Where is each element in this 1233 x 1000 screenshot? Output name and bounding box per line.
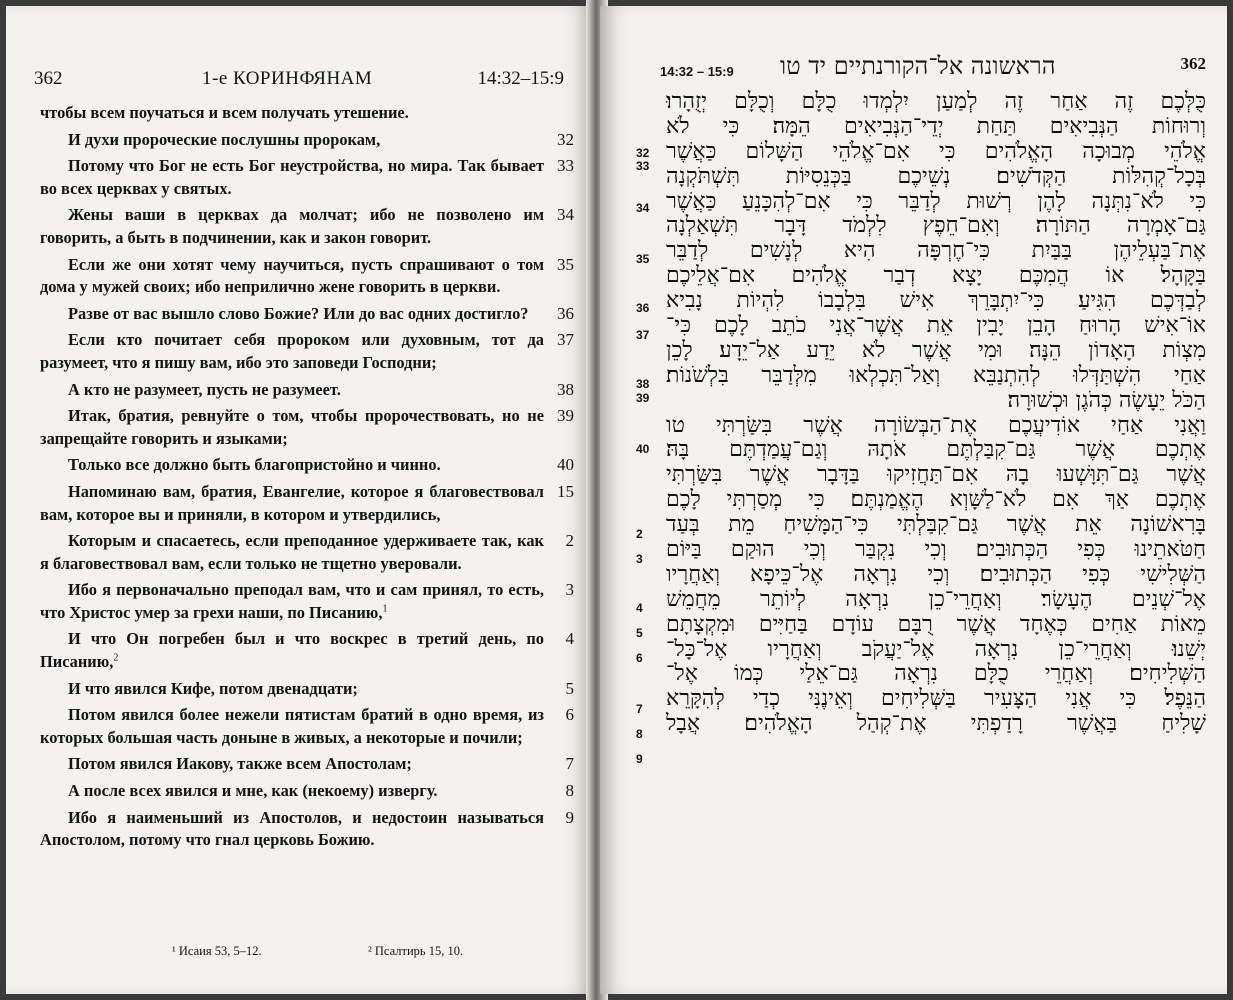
right-page [600,6,1227,994]
hebrew-verse-numbers [636,90,666,970]
verse-3 [40,579,580,624]
hebrew-verse-number: 3 [636,551,643,566]
verse-9 [40,807,580,852]
verse-number: 6 [565,705,574,725]
hebrew-line: אוֹ־אִישׁ הָרוּחַ הָבֵן יָבִין אֵת אֲשֶׁר־אֲנִי כֹתֵב לָכֶם כִּי־ [666,314,1206,339]
hebrew-line: לְבַדְּכֶם הִגִּיעַ׃ כִּי־יִתְבָּרֵךְ אִישׁ בִּלְבָבוֹ לִהְיוֹת נָבִיא [666,289,1206,314]
verse-text: чтобы всем поучаться и всем получать утешение. [40,103,409,122]
verse-number: 8 [565,781,574,801]
verse-8 [40,780,580,803]
hebrew-verse-number: 6 [636,651,643,666]
verse-39 [40,405,580,450]
right-page-number: 362 [1180,54,1206,73]
right-running-header [654,52,1214,82]
verse-number: 36 [557,303,574,323]
verse-text: Потом явился более нежели пятистам братий в одно время, из которых большая часть доныне в живых, а некоторые и почили; [40,705,544,747]
hebrew-verse-number: 7 [636,702,643,717]
footnote-1: ¹ Исаия 53, 5–12. [172,944,262,958]
hebrew-line: הַשְּׁלִיחִים׃ וְאַחֲרֵי כֻלָּם נִרְאָה גַּם־אֵלַי כְּמוֹ אֶל־ [666,662,1206,687]
verse-number: 40 [557,455,574,475]
hebrew-verse-number: 2 [636,526,643,541]
verse-33 [40,155,580,200]
verse-5 [40,678,580,701]
hebrew-verse-number: 40 [636,442,650,457]
verse-38 [40,379,580,402]
left-running-header [34,68,564,94]
verse-number: 15 [557,481,574,501]
hebrew-line: אֶת־בַּעְלֵיהֶן בַּבַּיִת כִּי־חֶרְפָּה הִיא לְנָשִׁים לְדַבֵּר [666,239,1206,264]
verse-number: 9 [565,807,574,827]
hebrew-verse-number: 37 [636,327,650,342]
hebrew-line: מֵאוֹת אַחִים כְּאֶחָד אֲשֶׁר רֻבָּם עוֹדָם בַּחַיִּים וּמִקְצָתָם [666,612,1206,637]
verse-number: 32 [557,129,574,149]
verse-text: А после всех явился и мне, как (некоему) извергу. [68,781,438,801]
hebrew-line: הַנֵּפֶל׃ כִּי אֲנִי הַצָּעִיר בַּשְּׁלִיחִים וְאֵינֶנִּי כְדַי לְהִקָּרֵא [666,687,1206,712]
verse-number: 2 [565,531,574,551]
verse-text: Потом явился Иакову, также всем Апостолам; [68,754,412,774]
footnotes [172,944,572,964]
left-page [6,6,592,994]
verse-text: Разве от вас вышло слово Божие? Или до вас одних достигло? [68,303,529,323]
verse-text: Если же они хотят чему научиться, пусть спрашивают о том дома у мужей своих; ибо неприлично жене говорить в церкви. [40,254,544,297]
verse-number: 35 [557,254,574,274]
hebrew-line: הַשְּׁלִישִׁי כְּפִי הַכְּתוּבִים׃ וְכִי נִרְאָה אֶל־כֵּיפָא וְאַחֲרָיו [666,562,1206,587]
hebrew-verse-number: 9 [636,752,643,767]
verse-text: И духи пророческие послушны пророкам, [68,129,381,149]
footnote-mark: 1 [382,603,388,615]
footnote-mark: 2 [113,652,119,664]
verse-6 [40,704,580,749]
hebrew-line: חַטֹּאתֵינוּ כְּפִי הַכְּתוּבִים׃ וְכִי נִקְבַּר וְכִי הוּקַם בַּיּוֹם [666,538,1206,563]
hebrew-verse-number: 39 [636,391,650,406]
hebrew-line: הַכֹּל יֵעָשֶׂה כְּהֹגֶן וּכְשׁוּרָה׃ [1007,388,1206,413]
hebrew-line: אַחַי הִשְׁתַּדְּלוּ לְהִתְנַבֵּא וְאַל־תִּכְלְאוּ מִלְּדַבֵּר בִּלְשֹׁנוֹת׃ [666,363,1206,388]
right-verse-range: 14:32 – 15:9 [660,64,734,79]
hebrew-line: בְּכָל־קְהִלּוֹת הַקְּדֹשִׁים׃ נְשֵׁיכֶם בַּכְּנֵסִיּוֹת תִּשְׁתֹּקְנָה [666,164,1206,189]
left-running-title: 1-е КОРИНФЯНАМ [202,68,373,89]
hebrew-line: בָּרִאשׁוֹנָה אֵת אֲשֶׁר גַּם־קִבַּלְתִּי כִּי־הַמָּשִׁיחַ מֵת בְּעַד [666,513,1206,538]
right-running-title: הראשונה אל־הקורנתיים יד טו [780,52,1056,80]
hebrew-line: כֻּלְּכֶם זֶה אַחַר זֶה לְמַעַן יִלְמְדוּ כֻלָּם וְכֻלָּם יְזֻהָרוּ׃ [666,90,1206,114]
hebrew-verse-number: 32 [636,145,650,160]
verse-number: 5 [565,678,574,698]
verse-text: Если кто почитает себя пророком или духовным, тот да разумеет, что я пишу вам, ибо это заповеди Господни; [40,330,544,372]
hebrew-verse-number: 34 [636,200,650,215]
hebrew-line: וַאֲנִי אַחַי אוֹדִיעֲכֶם אֶת־הַבְּשׂוֹרָה אֲשֶׁר בִּשַּׂרְתִּי טו [666,413,1206,438]
verse-text: А кто не разумеет, пусть не разумеет. [68,379,341,399]
verse-34 [40,204,580,249]
verse-text: Только все должно быть благопристойно и чинно. [68,455,441,475]
verse-text: Ибо я наименьший из Апостолов, и недостоин называться Апостолом, потому что гнал церковь Божию. [40,807,544,850]
hebrew-line: בַּקָּהָל׃ אוֹ הֲמִכֶּם יָצָא דְבַר אֱלֹהִים אִם־אֲלֵיכֶם [666,264,1206,289]
verse-40 [40,454,580,477]
hebrew-line: שָׁלִיחַ בַּאֲשֶׁר רָדַפְתִּי אֶת־קְהַל הָאֱלֹהִים׃ אֲבָל [666,712,1206,737]
verse-15 [40,481,580,526]
left-page-number: 362 [34,68,63,89]
hebrew-line: אֶתְכֶם אַךְ אִם לֹא־לַשָּׁוְא הֶאֱמַנְתֶּם׃ כִּי מְסַרְתִּי לָכֶם [666,488,1206,513]
hebrew-line: כִּי לֹא־נִתְּנָה לָהֶן רְשׁוּת לְדַבֵּר כִּי אִם־לְהִכָּנֵעַ כַּאֲשֶׁר [666,189,1206,214]
verse-number: 34 [557,205,574,225]
hebrew-verse-number: 8 [636,727,643,742]
verse-number: 7 [565,754,574,774]
verse-text: Ибо я первоначально преподал вам, что и сам принял, то есть, что Христос умер за грехи наши, по Писанию, [40,580,544,622]
hebrew-line: גַּם־אָמְרָה הַתּוֹרָה׃ וְאִם־חֵפֶץ לִלְמֹד דָּבָר תִּשְׁאַלְנָה [666,214,1206,239]
verse-number: 37 [557,330,574,350]
hebrew-verse-number: 33 [636,159,650,174]
hebrew-line: אֶל־שְׁנֵים הֶעָשָׂר׃ וְאַחֲרֵי־כֵן נִרְאָה לְיוֹתֵר מֵחֲמֵשׁ [666,587,1206,612]
left-verse-column [40,102,580,852]
hebrew-verse-number: 36 [636,301,650,316]
verse-text: И что Он погребен был и что воскрес в третий день, по Писанию, [40,629,544,672]
verse-text: Напоминаю вам, братия, Евангелие, которое я благовествовал вам, которое вы и приняли, в котором и утвердились, [40,481,544,524]
verse-number: 4 [565,629,574,649]
verse-text: Потому что Бог не есть Бог неустройства, но мира. Так бывает во всех церквах у святых. [40,156,544,198]
verse-37 [40,329,580,374]
hebrew-verse-number: 5 [636,626,643,641]
hebrew-line: יְשֵׁנוּ׃ וְאַחֲרֵי־כֵן נִרְאָה אֶל־יַעֲקֹב וְאַחֲרָיו אֶל־כָּל־ [666,637,1206,662]
hebrew-line: אֱלֹהֵי מְבוּכָה הָאֱלֹהִים כִּי אִם־אֱלֹהֵי הַשָּׁלוֹם כַּאֲשֶׁר [666,139,1206,164]
verse-36 [40,303,580,326]
verse-35 [40,254,580,299]
hebrew-line: מִצְוֹת הָאָדוֹן הֵנָּה׃ וּמִי אֲשֶׁר לֹא יֵדַע אַל־יֵדָע׃ לָכֵן [666,338,1206,363]
hebrew-line: אֶתְכֶם אֲשֶׁר גַּם־קִבַּלְתֶּם אֹתָהּ וְגַם־עֲמַדְתֶּם בָּהּ׃ [666,438,1206,463]
verse-number: 38 [557,379,574,399]
verse-32 [40,129,580,152]
verse-7 [40,753,580,776]
hebrew-text-column [666,90,1206,737]
verse-cont [40,102,580,125]
verse-text: Жены ваши в церквах да молчат; ибо не позволено им говорить, а быть в подчинении, как и закон говорит. [40,205,544,247]
verse-number: 33 [557,156,574,176]
hebrew-verse-number: 4 [636,601,643,616]
verse-text: Итак, братия, ревнуйте о том, чтобы пророчествовать, но не запрещайте говорить и языками; [40,406,544,448]
verse-number: 3 [565,580,574,600]
verse-text: Которым и спасаетесь, если преподанное удерживаете так, как я благовествовал вам, если только не тщетно уверовали. [40,531,544,573]
verse-2 [40,530,580,575]
footnote-2: ² Псалтирь 15, 10. [368,944,464,958]
verse-4 [40,628,580,673]
verse-number: 39 [557,406,574,426]
hebrew-line: וְרוּחוֹת הַנְּבִיאִים תַּחַת יְדֵי־הַנְּבִיאִים הֵמָּה׃ כִּי לֹא [666,114,1206,139]
hebrew-verse-number: 35 [636,251,650,266]
left-verse-range: 14:32–15:9 [477,68,564,89]
hebrew-line: אֲשֶׁר גַּם־תִּוָּשְׁעוּ בָהּ אִם־תַּחֲזִיקוּ בַּדָּבָר אֲשֶׁר בִּשַּׂרְתִּי [666,463,1206,488]
verse-text: И что явился Кифе, потом двенадцати; [68,678,358,698]
hebrew-verse-number: 38 [636,377,650,392]
